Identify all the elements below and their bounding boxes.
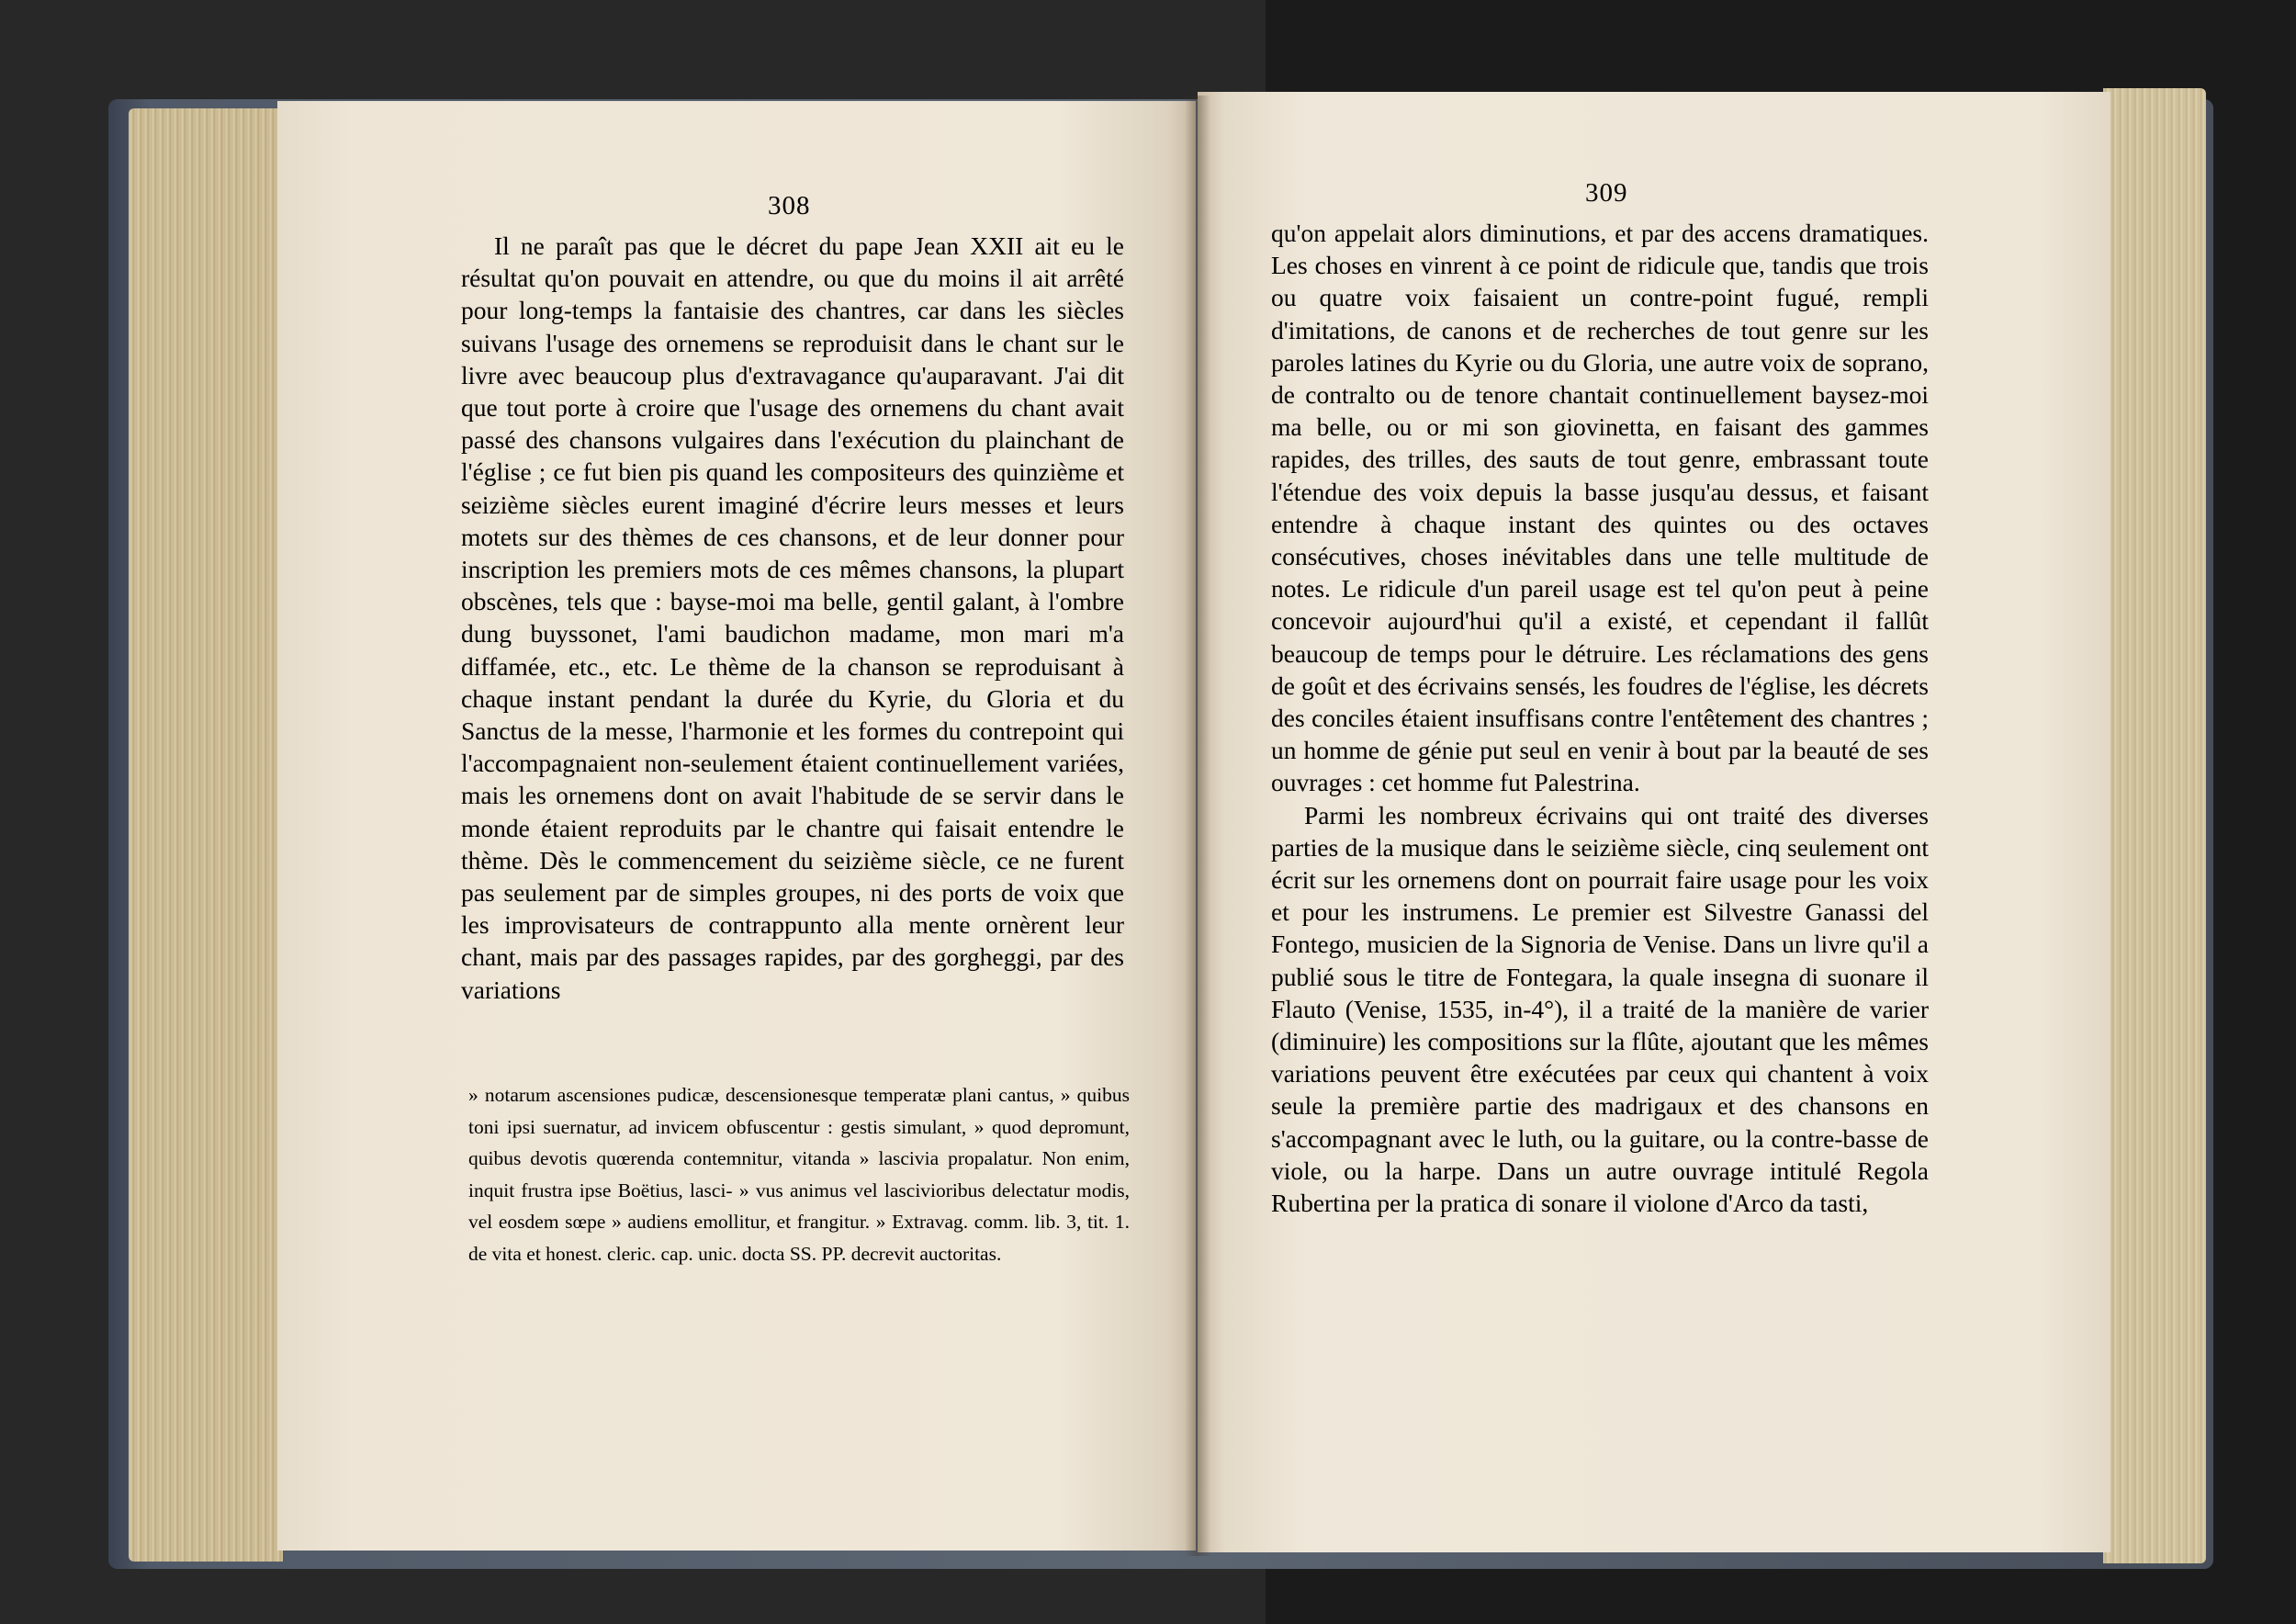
right-page-number: 309: [1585, 178, 1628, 208]
left-page-footnote: [468, 1079, 1130, 1269]
left-page-body: [461, 230, 1124, 1006]
left-page-number: 308: [768, 191, 811, 220]
book-gutter: [1185, 96, 1210, 1556]
right-body-paragraph-1: qu'on appelait alors diminutions, et par des accens dramatiques. Les choses en vinrent à ce point de ridicule que, tandis que trois ou quatre voix faisaient un contre-point fugué, rempli d'imitations, de canons et de recherches de tout genre sur les paroles latines du Kyrie ou du Gloria, une autre voix de soprano, de contralto ou de tenore chantait continuellement baysez-moi ma belle, ou or mi son giovinetta, en faisant des gammes rapides, des trilles, des sauts de tout genre, embrassant toute l'étendue des voix depuis la basse jusqu'au dessus, et faisant entendre à chaque instant des quintes ou des octaves consécutives, choses inévitables dans une telle multitude de notes. Le ridicule d'un pareil usage est tel qu'on peut à peine concevoir aujourd'hui qu'il a existé, et cependant il fallût beaucoup de temps pour le détruire. Les réclamations des gens de goût et des écrivains sensés, les foudres de l'église, les décrets des conciles étaient insuffisans contre l'entêtement des chantres ; un homme de génie put seul en venir à bout par la beauté de ses ouvrages : cet homme fut Palestrina.: [1271, 219, 1929, 797]
page-edges-left: [129, 108, 283, 1562]
right-page-body: [1271, 217, 1929, 1219]
right-body-paragraph-2: Parmi les nombreux écrivains qui ont traité des diverses parties de la musique dans le seizième siècle, cinq seulement ont écrit sur les ornemens dont on pourrait faire usage pour les voix et pour les instrumens. Le premier est Silvestre Ganassi del Fontego, musicien de la Signoria de Venise. Dans un livre qu'il a publié sous le titre de Fontegara, la quale insegna di suonare il Flauto (Venise, 1535, in-4°), il a traité de la manière de varier (diminuire) les compositions sur la flûte, ajoutant que les mêmes variations peuvent être exécutées par ceux qui chantent à voix seule la première partie des madrigaux et des chansons en s'accompagnant avec le luth, ou la guitare, ou la contre-basse de viole, ou la harpe. Dans un autre ouvrage intitulé Regola Rubertina per la pratica di sonare il violone d'Arco da tasti,: [1271, 800, 1929, 1218]
page-edges-right: [2103, 88, 2206, 1563]
left-body-paragraph: Il ne paraît pas que le décret du pape Jean XXII ait eu le résultat qu'on pouvait en attendre, ou que du moins il ait arrêté pour long-temps la fantaisie des chantres, car dans les siècles suivans l'usage des ornemens se reproduisit dans le chant sur le livre avec beaucoup plus d'extravagance qu'auparavant. J'ai dit que tout porte à croire que l'usage des ornemens du chant avait passé des chansons vulgaires dans l'exécution du plainchant de l'église ; ce fut bien pis quand les compositeurs des quinzième et seizième siècles eurent imaginé d'écrire leurs messes et leurs motets sur des thèmes de ces chansons, et de leur donner pour inscription les premiers mots de ces mêmes chansons, la plupart obscènes, tels que : bayse-moi ma belle, gentil galant, à l'ombre dung buyssonet, l'ami baudichon madame, mon mari m'a diffamée, etc., etc. Le thème de la chanson se reproduisant à chaque instant pendant la durée du Kyrie, du Gloria et du Sanctus de la messe, l'harmonie et les formes du contrepoint qui l'accompagnaient non-seulement étaient continuellement variées, mais les ornemens dont on avait l'habitude de se servir dans le monde étaient reproduits par le chantre qui faisait entendre le thème. Dès le commencement du seizième siècle, ce ne furent pas seulement par de simples groupes, ni des ports de voix que les improvisateurs de contrappunto alla mente ornèrent leur chant, mais par des passages rapides, par des gorgheggi, par des variations: [461, 231, 1124, 1004]
footnote-text: » notarum ascensiones pudicæ, descensionesque temperatæ plani cantus, » quibus toni ipsi suernatur, ad invicem obfuscentur : gestis simulant, » quod depromunt, quibus devotis quœrenda contemnitur, vitanda » lascivia propalatur. Non enim, inquit frustra ipse Boëtius, lasci- » vus animus vel lascivioribus delectatur modis, vel eosdem sœpe » audiens emollitur, et frangitur. » Extravag. comm. lib. 3, tit. 1. de vita et honest. cleric. cap. unic. docta SS. PP. decrevit auctoritas.: [468, 1084, 1130, 1265]
